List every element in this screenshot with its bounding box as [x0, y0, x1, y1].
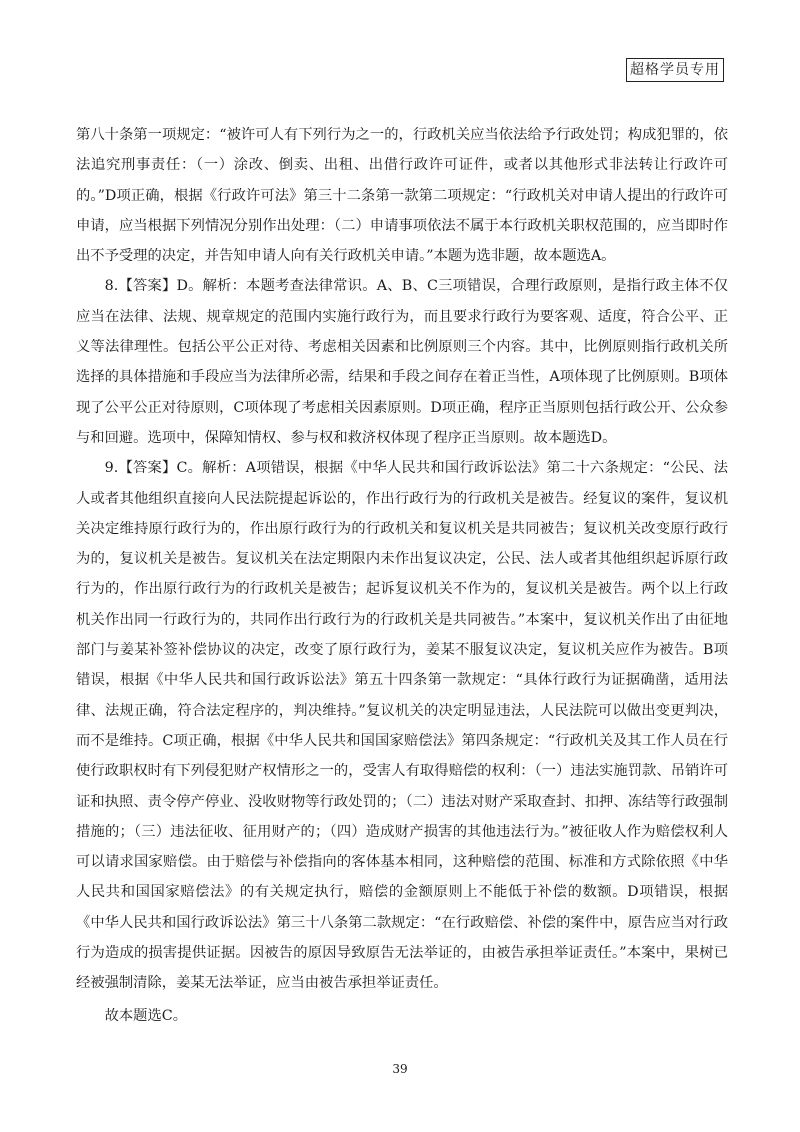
- page-number: 39: [392, 1062, 408, 1076]
- document-body: [76, 120, 728, 1031]
- usage-stamp: 超格学员专用: [626, 58, 724, 82]
- paragraph-answer-9: 9.【答案】C。解析：A项错误，根据《中华人民共和国行政诉讼法》第二十六条规定：“公民、法人或者其他组织直接向人民法院提起诉讼的，作出行政行为的行政机关是被告。经复议的案件，复议机关决定维持原行政行为的，作出原行政行为的行政机关和复议机关是共同被告；复议机关改变原行政行为的，复议机关是被告。复议机关在法定期限内未作出复议决定，公民、法人或者其他组织起诉原行政行为的，作出原行政行为的行政机关是被告；起诉复议机关不作为的，复议机关是被告。两个以上行政机关作出同一行政行为的，共同作出行政行为的行政机关是共同被告。”本案中，复议机关作出了由征地部门与姜某补签补偿协议的决定，改变了原行政行为，姜某不服复议决定，复议机关应作为被告。B项错误，根据《中华人民共和国行政诉讼法》第五十四条第一款规定：“具体行政行为证据确凿，适用法律、法规正确，符合法定程序的，判决维持。”复议机关的决定明显违法，人民法院可以做出变更判决，而不是维持。C项正确，根据《中华人民共和国国家赔偿法》第四条规定：“行政机关及其工作人员在行使行政职权时有下列侵犯财产权情形之一的，受害人有取得赔偿的权利：（一）违法实施罚款、吊销许可证和执照、责令停产停业、没收财物等行政处罚的；（二）违法对财产采取查封、扣押、冻结等行政强制措施的；（三）违法征收、征用财产的；（四）造成财产损害的其他违法行为。”被征收人作为赔偿权利人可以请求国家赔偿。由于赔偿与补偿指向的客体基本相同，这种赔偿的范围、标准和方式除依照《中华人民共和国国家赔偿法》的有关规定执行，赔偿的金额原则上不能低于补偿的数额。D项错误，根据《中华人民共和国行政诉讼法》第三十八条第二款规定：“在行政赔偿、补偿的案件中，原告应当对行政行为造成的损害提供证据。因被告的原因导致原告无法举证的，由被告承担举证责任。”本案中，果树已经被强制清除，姜某无法举证，应当由被告承担举证责任。: [76, 460, 728, 992]
- paragraph-answer-8: 8.【答案】D。解析：本题考查法律常识。A、B、C三项错误，合理行政原则，是指行政主体不仅应当在法律、法规、规章规定的范围内实施行政行为，而且要求行政行为要客观、适度，符合公平、正义等法律理性。包括公平公正对待、考虑相关因素和比例原则三个内容。其中，比例原则指行政机关所选择的具体措施和手段应当为法律所必需，结果和手段之间存在着正当性，A项体现了比例原则。B项体现了公平公正对待原则，C项体现了考虑相关因素原则。D项正确，程序正当原则包括行政公开、公众参与和回避。选项中，保障知情权、参与权和救济权体现了程序正当原则。故本题选D。: [76, 278, 728, 446]
- paragraph-conclusion: 故本题选C。: [104, 1007, 188, 1024]
- paragraph-continuation: 第八十条第一项规定：“被许可人有下列行为之一的，行政机关应当依法给予行政处罚；构成犯罪的，依法追究刑事责任：（一）涂改、倒卖、出租、出借行政许可证件，或者以其他形式非法转让行政许可的。”D项正确，根据《行政许可法》第三十二条第一款第二项规定：“行政机关对申请人提出的行政许可申请，应当根据下列情况分别作出处理：（二）申请事项依法不属于本行政机关职权范围的，应当即时作出不予受理的决定，并告知申请人向有关行政机关申请。”本题为选非题，故本题选A。: [76, 127, 728, 265]
